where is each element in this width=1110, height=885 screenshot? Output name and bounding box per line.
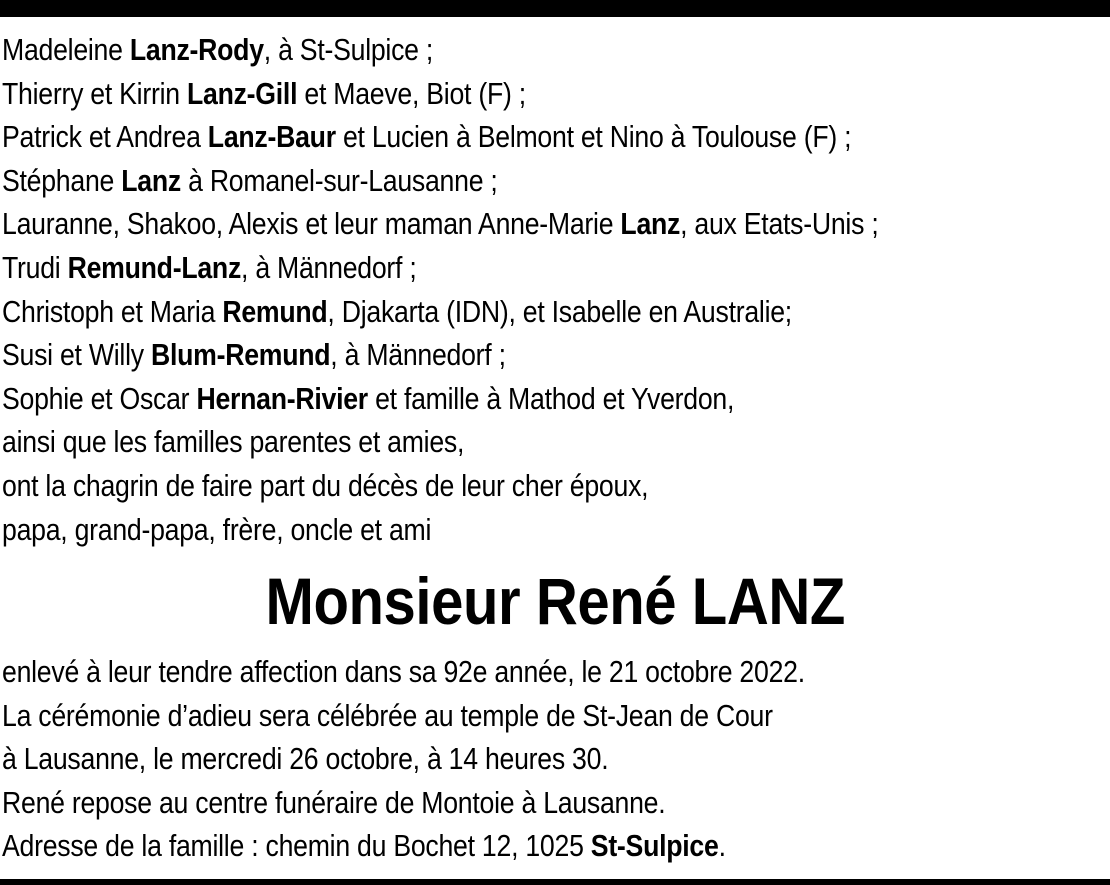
line-text: et Lucien à Belmont et Nino à Toulouse (F) ; xyxy=(335,119,852,155)
surname-bold: St-Sulpice xyxy=(590,828,719,864)
deceased-name: Monsieur René LANZ xyxy=(265,564,845,638)
detail-line xyxy=(2,824,805,868)
line-text: Patrick et Andrea xyxy=(2,119,208,155)
line-text: Susi et Willy xyxy=(2,337,151,373)
ceremony-details xyxy=(2,650,805,868)
surname-bold: Lanz xyxy=(620,206,681,242)
mourner-line xyxy=(2,115,878,159)
mourner-line xyxy=(2,28,878,72)
line-text: Christoph et Maria xyxy=(2,293,223,329)
detail-line xyxy=(2,650,805,694)
line-text: La cérémonie d’adieu sera célébrée au temple de St-Jean de Cour xyxy=(2,697,773,733)
surname-bold: Remund xyxy=(222,293,328,329)
mourner-line xyxy=(2,202,878,246)
line-text: Adresse de la famille : chemin du Bochet 12, 1025 xyxy=(2,828,591,864)
line-text: Trudi xyxy=(2,249,68,285)
line-text: . xyxy=(718,828,726,864)
surname-bold: Blum-Remund xyxy=(150,337,331,373)
line-text: à Lausanne, le mercredi 26 octobre, à 14 heures 30. xyxy=(2,741,609,777)
deceased-name-heading xyxy=(0,558,1110,644)
mourner-line xyxy=(2,464,878,508)
mourner-line xyxy=(2,508,878,552)
line-text: à Romanel-sur-Lausanne ; xyxy=(180,162,498,198)
line-text: et famille à Mathod et Yverdon, xyxy=(367,380,735,416)
mourner-line xyxy=(2,333,878,377)
line-text: , Djakarta (IDN), et Isabelle en Australie; xyxy=(327,293,792,329)
line-text: René repose au centre funéraire de Montoie à Lausanne. xyxy=(2,784,666,820)
surname-bold: Lanz-Rody xyxy=(129,32,264,67)
mourner-line xyxy=(2,246,878,290)
line-text: ont la chagrin de faire part du décès de leur cher époux, xyxy=(2,467,649,503)
line-text: , à Männedorf ; xyxy=(241,249,417,285)
mourner-line xyxy=(2,377,878,421)
surname-bold: Hernan-Rivier xyxy=(196,380,368,416)
line-text: Sophie et Oscar xyxy=(2,380,197,416)
bottom-border-rule xyxy=(0,879,1110,885)
line-text: et Maeve, Biot (F) ; xyxy=(297,75,526,111)
line-text: Thierry et Kirrin xyxy=(2,75,187,111)
mourner-line xyxy=(2,72,878,116)
mourner-line xyxy=(2,420,878,464)
top-border-rule xyxy=(0,0,1110,17)
surname-bold: Remund-Lanz xyxy=(67,249,242,285)
line-text: Madeleine xyxy=(2,32,130,67)
line-text: , à St-Sulpice ; xyxy=(263,32,434,67)
line-text: Stéphane xyxy=(2,162,122,198)
detail-line xyxy=(2,781,805,825)
mourner-line xyxy=(2,290,878,334)
line-text: , à Männedorf ; xyxy=(330,337,506,373)
surname-bold: Lanz xyxy=(121,162,181,198)
line-text: ainsi que les familles parentes et amies, xyxy=(2,424,465,460)
mourner-line xyxy=(2,159,878,203)
line-text: , aux Etats-Unis ; xyxy=(680,206,879,242)
surname-bold: Lanz-Baur xyxy=(207,119,336,155)
family-mourners-list xyxy=(2,28,878,551)
detail-line xyxy=(2,737,805,781)
line-text: papa, grand-papa, frère, oncle et ami xyxy=(2,511,432,547)
line-text: Lauranne, Shakoo, Alexis et leur maman Anne-Marie xyxy=(2,206,621,242)
surname-bold: Lanz-Gill xyxy=(186,75,298,111)
detail-line xyxy=(2,694,805,738)
line-text: enlevé à leur tendre affection dans sa 92e année, le 21 octobre 2022. xyxy=(2,654,805,689)
